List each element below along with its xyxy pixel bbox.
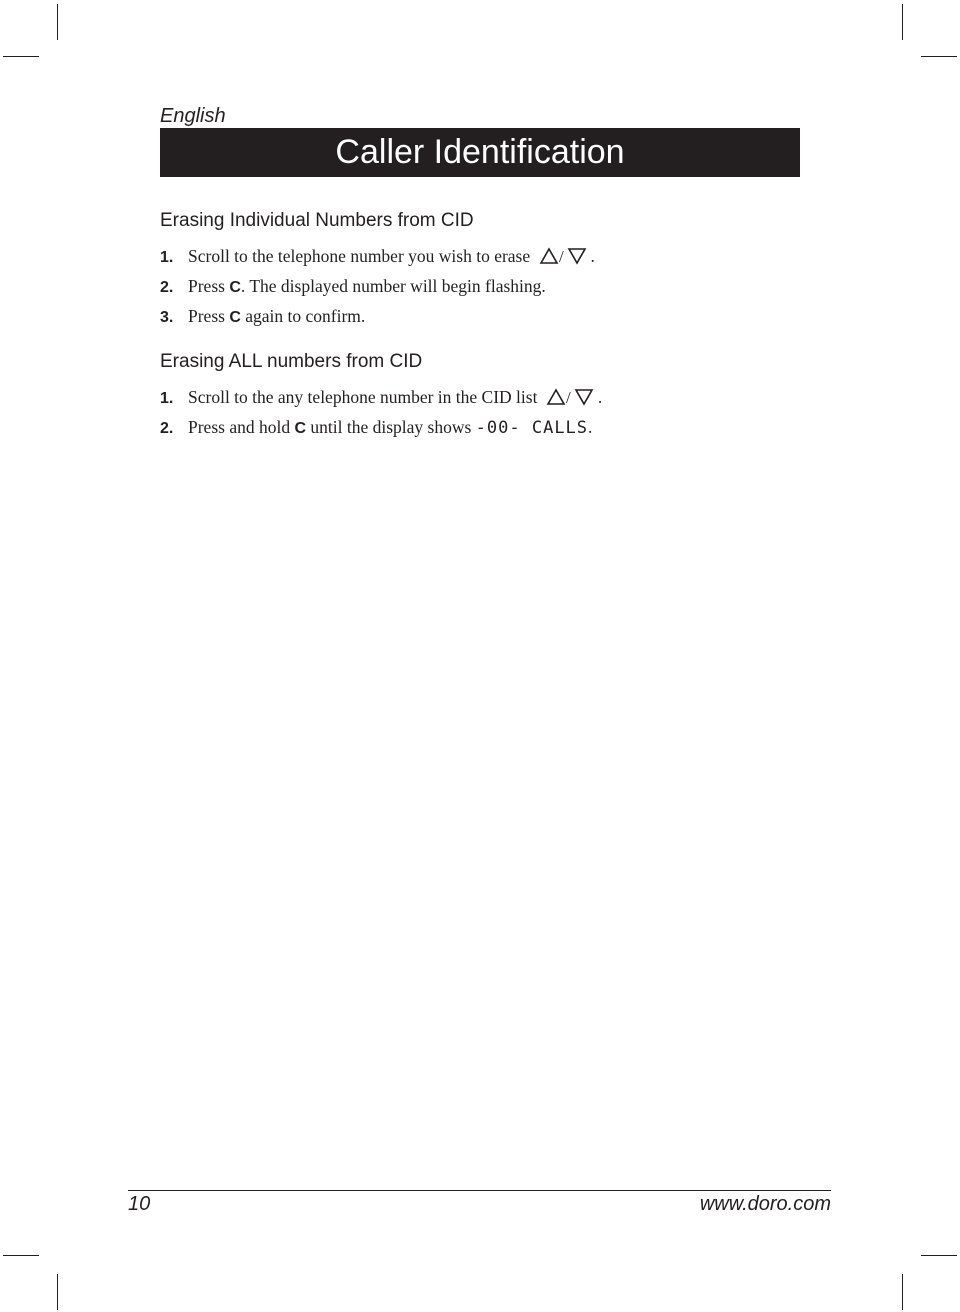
scroll-arrows — [546, 388, 598, 411]
step-text: Scroll to the any telephone number in the CID list — [188, 387, 538, 407]
footer-divider — [128, 1190, 831, 1191]
step-text-end: . — [590, 246, 595, 266]
step-text: Press — [188, 276, 225, 296]
step-number: 2. — [160, 420, 174, 437]
step-individual-2 — [160, 275, 546, 299]
step-all-1 — [160, 386, 602, 411]
lcd-display-text: -00- CALLS — [475, 418, 589, 438]
section-heading-individual: Erasing Individual Numbers from CID — [160, 210, 474, 231]
down-triangle-icon — [576, 390, 592, 404]
page-title: Caller Identification — [160, 128, 800, 177]
step-text-mid: until the display shows — [310, 417, 472, 437]
step-all-2 — [160, 416, 592, 440]
section-heading-all: Erasing ALL numbers from CID — [160, 351, 423, 372]
step-number: 1. — [160, 390, 174, 407]
website-footer: www.doro.com — [699, 1193, 831, 1215]
step-text: Press and hold — [188, 417, 291, 437]
crop-mark — [57, 1274, 58, 1310]
crop-mark — [921, 1255, 957, 1256]
step-individual-3 — [160, 305, 365, 329]
step-number: 1. — [160, 249, 174, 266]
page-number: 10 — [128, 1193, 151, 1215]
language-label: English — [160, 105, 226, 127]
arrow-separator: / — [565, 388, 571, 406]
key-c: C — [294, 420, 307, 437]
step-text-end: . — [597, 387, 603, 407]
key-c: C — [229, 279, 241, 296]
step-text: Press — [188, 306, 225, 326]
crop-mark — [902, 4, 903, 40]
up-triangle-icon — [548, 390, 564, 404]
step-text-end: . — [588, 417, 593, 437]
crop-mark — [3, 56, 39, 57]
step-text: Scroll to the telephone number you wish to erase — [188, 246, 531, 266]
step-number: 3. — [160, 309, 174, 326]
crop-mark — [902, 1274, 903, 1310]
step-text-end: again to confirm. — [245, 306, 366, 326]
crop-mark — [921, 56, 957, 57]
step-individual-1 — [160, 245, 595, 270]
step-text-end: . The displayed number will begin flashing. — [240, 276, 546, 296]
crop-mark — [57, 4, 58, 40]
step-number: 2. — [160, 279, 174, 296]
up-triangle-icon — [541, 249, 557, 263]
key-c: C — [229, 309, 241, 326]
down-triangle-icon — [569, 249, 585, 263]
arrow-separator: / — [558, 247, 564, 265]
crop-mark — [3, 1255, 39, 1256]
scroll-arrows — [539, 247, 591, 270]
